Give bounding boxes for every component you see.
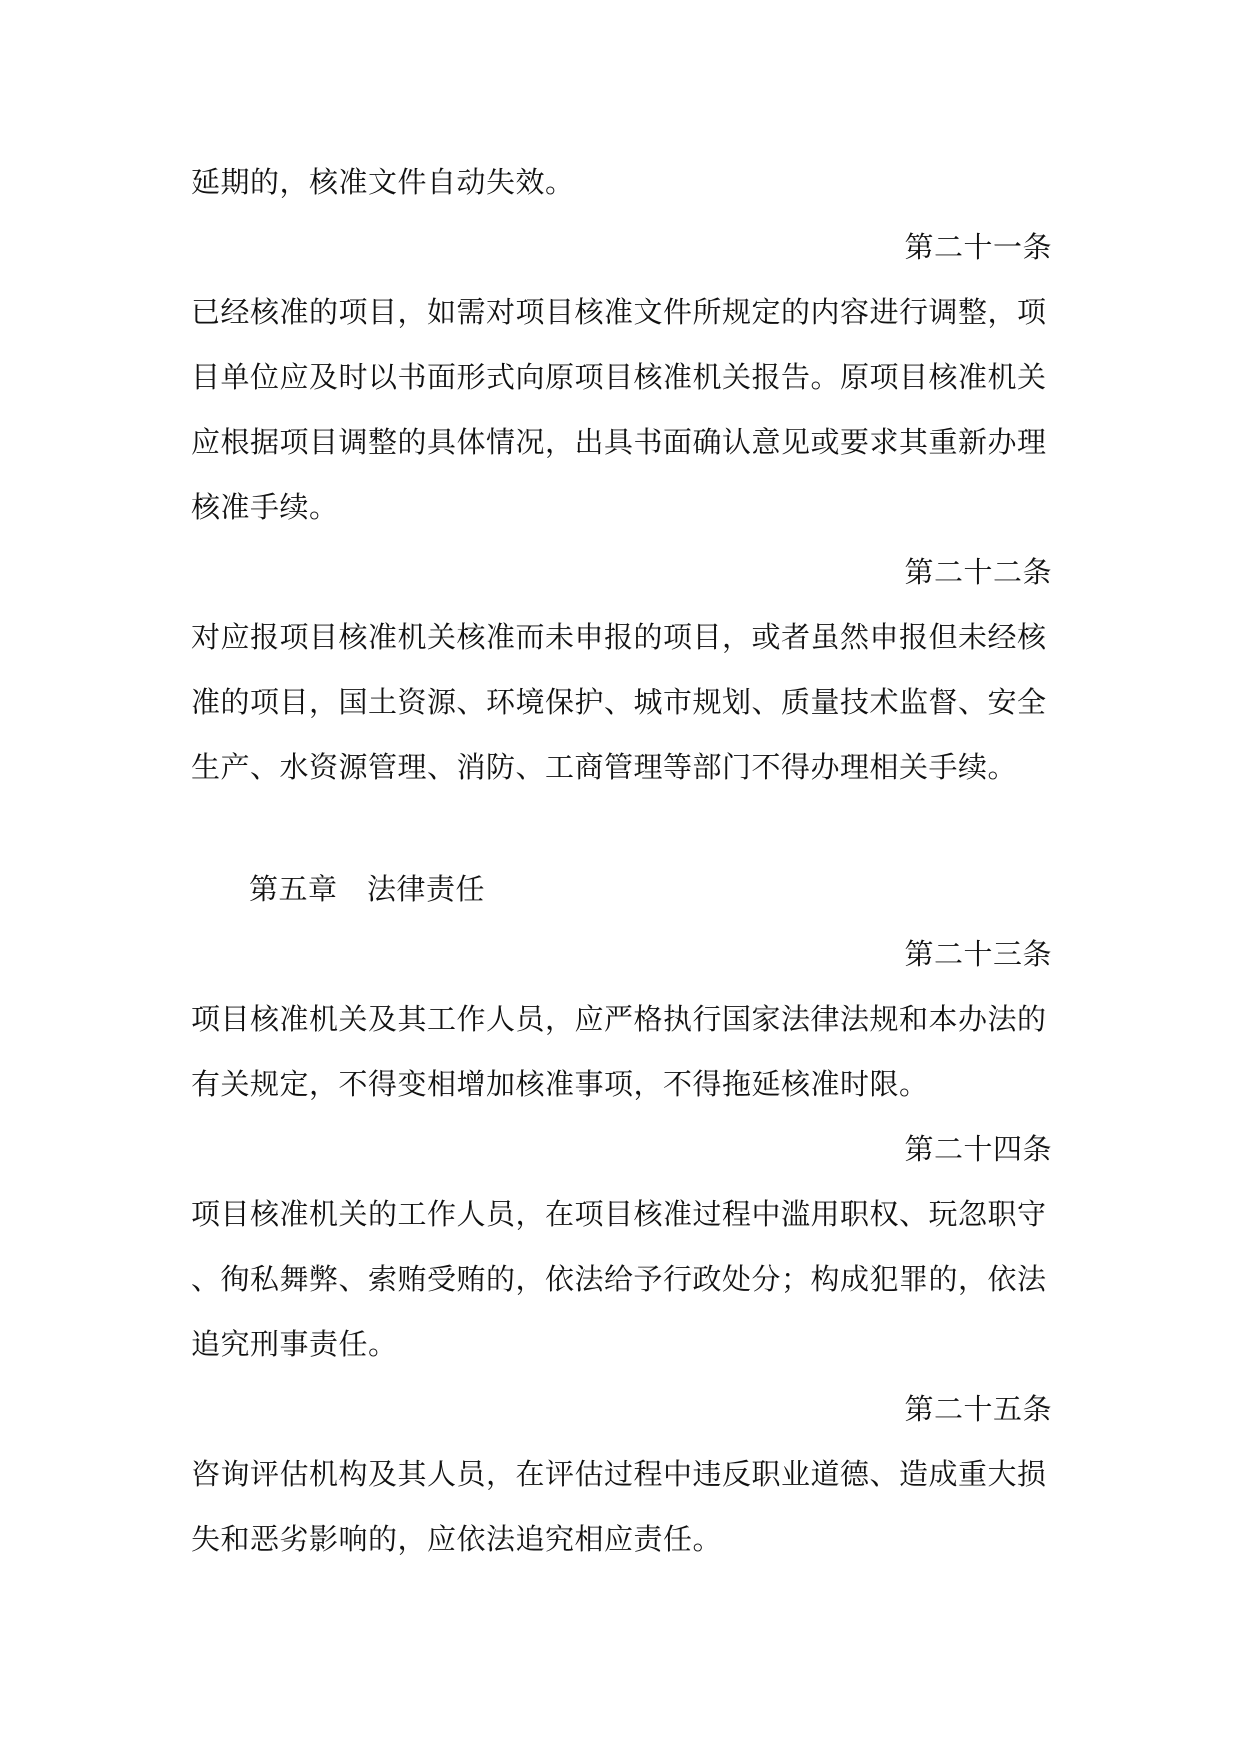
paragraph (191, 605, 1061, 800)
paragraph (191, 280, 1061, 540)
paragraph-line: 已经核准的项目，如需对项目核准文件所规定的内容进行调整，项 (191, 295, 1047, 329)
paragraph-line: 咨询评估机构及其人员，在评估过程中违反职业道德、造成重大损 (191, 1457, 1047, 1491)
paragraph (191, 1182, 1061, 1377)
article-heading-25: 第二十五条 (904, 1392, 1052, 1426)
paragraph-line: 、徇私舞弊、索贿受贿的，依法给予行政处分；构成犯罪的，依法 (191, 1262, 1047, 1296)
article-heading-23: 第二十三条 (904, 937, 1052, 971)
article-heading-24: 第二十四条 (904, 1132, 1052, 1166)
paragraph-line: 追究刑事责任。 (191, 1327, 398, 1361)
paragraph-line: 有关规定，不得变相增加核准事项，不得拖延核准时限。 (191, 1067, 929, 1101)
paragraph-line: 生产、水资源管理、消防、工商管理等部门不得办理相关手续。 (191, 750, 1018, 784)
chapter-title: 第五章 法律责任 (249, 872, 486, 906)
paragraph-line: 对应报项目核准机关核准而未申报的项目，或者虽然申报但未经核 (191, 620, 1047, 654)
article-heading-21: 第二十一条 (904, 230, 1052, 264)
paragraph-line: 延期的，核准文件自动失效。 (191, 165, 575, 199)
paragraph-line: 目单位应及时以书面形式向原项目核准机关报告。原项目核准机关 (191, 360, 1047, 394)
paragraph (191, 150, 1061, 215)
paragraph (191, 1442, 1061, 1572)
paragraph-line: 项目核准机关的工作人员，在项目核准过程中滥用职权、玩忽职守 (191, 1197, 1047, 1231)
paragraph-line: 核准手续。 (191, 490, 339, 524)
paragraph (191, 987, 1061, 1117)
paragraph-line: 应根据项目调整的具体情况，出具书面确认意见或要求其重新办理 (191, 425, 1047, 459)
paragraph-line: 失和恶劣影响的，应依法追究相应责任。 (191, 1522, 723, 1556)
paragraph-line: 准的项目，国土资源、环境保护、城市规划、质量技术监督、安全 (191, 685, 1047, 719)
paragraph-line: 项目核准机关及其工作人员，应严格执行国家法律法规和本办法的 (191, 1002, 1047, 1036)
article-heading-22: 第二十二条 (904, 555, 1052, 589)
